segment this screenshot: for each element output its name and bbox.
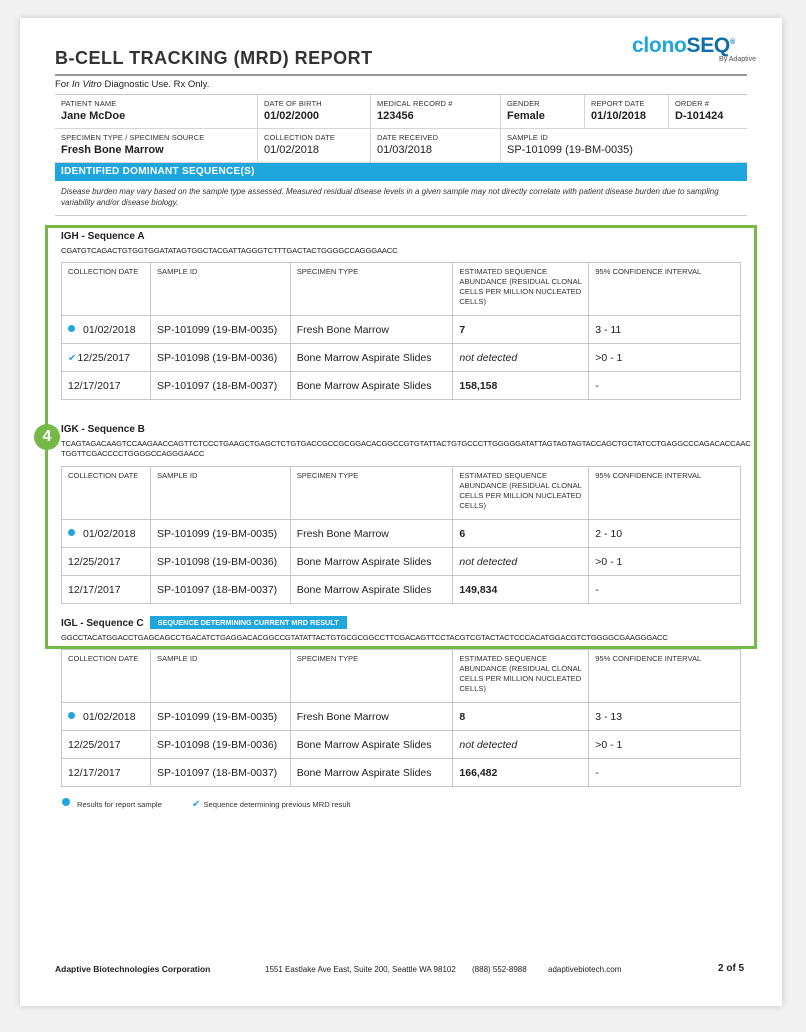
report-sample-dot-icon <box>68 712 75 719</box>
abundance-value: not detected <box>453 344 589 372</box>
patient-name-label: PATIENT NAME <box>61 99 117 108</box>
abundance-value: 7 <box>453 316 589 344</box>
ivd-notice <box>55 79 209 90</box>
col-abundance: ESTIMATED SEQUENCE ABUNDANCE (RESIDUAL CLONAL CELLS PER MILLION NUCLEATED CELLS) <box>453 650 589 703</box>
table-row <box>62 520 741 548</box>
patient-name: Jane McDoe <box>61 110 126 122</box>
legend <box>62 798 350 810</box>
dob-label: DATE OF BIRTH <box>264 99 322 108</box>
dob-value: 01/02/2000 <box>264 110 320 122</box>
specimen-value: Fresh Bone Marrow <box>290 520 453 548</box>
sample-id-value: SP-101098 (19-BM-0036) <box>150 731 290 759</box>
current-mrd-pill: SEQUENCE DETERMINING CURRENT MRD RESULT <box>150 616 347 629</box>
confidence-value: >0 - 1 <box>589 344 741 372</box>
specimen-value: Bone Marrow Aspirate Slides <box>290 548 453 576</box>
specimen-cell <box>55 129 258 163</box>
table-row <box>62 703 741 731</box>
sample-id-value: SP-101099 (19-BM-0035) <box>150 703 290 731</box>
date-cell <box>62 703 151 731</box>
specimen-value: Fresh Bone Marrow <box>290 316 453 344</box>
sample-id-value: SP-101098 (19-BM-0036) <box>150 548 290 576</box>
received-label: DATE RECEIVED <box>377 133 439 142</box>
logo-text: clono <box>632 34 687 57</box>
sample-id-value: SP-101099 (19-BM-0035) <box>150 316 290 344</box>
sample-id-value: SP-101097 (18-BM-0037) <box>150 759 290 787</box>
page-number: 2 of 5 <box>718 963 745 974</box>
table-row <box>62 372 741 400</box>
sample-id-cell <box>501 129 747 163</box>
table-row <box>62 576 741 604</box>
logo-seq-text: SEQ <box>686 34 730 57</box>
received-cell <box>371 129 501 163</box>
sequence-a-title: IGH - Sequence A <box>61 231 145 242</box>
report-page <box>20 18 782 1006</box>
specimen-value: Bone Marrow Aspirate Slides <box>290 344 453 372</box>
sample-id-value: SP-101097 (18-BM-0037) <box>150 372 290 400</box>
table-row <box>62 548 741 576</box>
disclaimer-text: Disease burden may vary based on the sample type assessed. Measured residual disease levels in a given sample may not directly correlate with patient disease burden due to sampling variability and/or disease biology. <box>61 187 719 207</box>
sequence-c-table <box>61 649 741 787</box>
abundance-value: 158,158 <box>453 372 589 400</box>
section-divider <box>55 215 747 216</box>
col-confidence: 95% CONFIDENCE INTERVAL <box>589 263 741 316</box>
specimen-value: Bone Marrow Aspirate Slides <box>290 731 453 759</box>
confidence-value: - <box>589 759 741 787</box>
report-sample-dot-icon <box>68 529 75 536</box>
order-label: ORDER # <box>675 99 710 108</box>
date-cell <box>62 520 151 548</box>
col-sample-id: SAMPLE ID <box>150 650 290 703</box>
legend-previous-mrd: Sequence determining previous MRD result <box>203 800 351 809</box>
sequence-b-text: TCAGTAGACAAGTCCAAGAACCAGTTCTCCCTGAAGCTGAGCTCTGTGACCGCCGCGGACACGGCCGTGTATTACTGTGCCCTTGGGGGATATTAGTAGTAGTACCAGCTGCTATCCTGAGGCCCAGACACCAACTGGTTCGACCCCTGGGGCCAGGGAACC <box>61 439 751 458</box>
abundance-value: not detected <box>453 548 589 576</box>
mrn-label: MEDICAL RECORD # <box>377 99 453 108</box>
specimen-value: Fresh Bone Marrow <box>61 144 164 156</box>
confidence-value: - <box>589 372 741 400</box>
table-row <box>62 759 741 787</box>
date-value: 01/02/2018 <box>83 323 136 336</box>
order-value: D-101424 <box>675 110 724 122</box>
sample-id-value: SP-101098 (19-BM-0036) <box>150 344 290 372</box>
legend-report-sample: Results for report sample <box>77 800 162 809</box>
sequence-c-title: IGL - Sequence C <box>61 618 144 629</box>
specimen-value: Bone Marrow Aspirate Slides <box>290 759 453 787</box>
sequence-b-title: IGK - Sequence B <box>61 424 145 435</box>
specimen-label: SPECIMEN TYPE / SPECIMEN SOURCE <box>61 133 205 142</box>
checkmark-icon: ✔ <box>68 352 77 364</box>
col-specimen-type: SPECIMEN TYPE <box>290 467 453 520</box>
col-collection-date: COLLECTION DATE <box>62 650 151 703</box>
sequence-b-table <box>61 466 741 604</box>
abundance-value: 149,834 <box>453 576 589 604</box>
ivd-italic: In Vitro <box>71 79 102 90</box>
logo-subtitle: By Adaptive <box>719 56 756 63</box>
table-row <box>62 731 741 759</box>
table-header-row <box>62 467 741 520</box>
col-sample-id: SAMPLE ID <box>150 263 290 316</box>
col-sample-id: SAMPLE ID <box>150 467 290 520</box>
report-date-cell <box>585 95 669 129</box>
gender-value: Female <box>507 110 545 122</box>
footer-phone: (888) 552-8988 <box>472 965 527 974</box>
date-value: 01/02/2018 <box>83 527 136 540</box>
specimen-value: Bone Marrow Aspirate Slides <box>290 372 453 400</box>
sample-id-label: SAMPLE ID <box>507 133 548 142</box>
footer-address: 1551 Eastlake Ave East, Suite 200, Seattle WA 98102 <box>265 965 456 974</box>
abundance-value: 166,482 <box>453 759 589 787</box>
sequence-a-text: CGATGTCAGACTGTGGTGGATATAGTGGCTACGATTAGGGTCTTTGACTACTGGGGCCAGGGAACC <box>61 246 398 255</box>
patient-info-grid <box>55 94 747 162</box>
col-confidence: 95% CONFIDENCE INTERVAL <box>589 650 741 703</box>
col-abundance: ESTIMATED SEQUENCE ABUNDANCE (RESIDUAL CLONAL CELLS PER MILLION NUCLEATED CELLS) <box>453 467 589 520</box>
report-title: B-CELL TRACKING (MRD) REPORT <box>55 48 373 68</box>
date-value: 12/25/2017 <box>77 351 130 364</box>
abundance-value: 6 <box>453 520 589 548</box>
sample-id-value: SP-101099 (19-BM-0035) <box>507 144 633 156</box>
mrn-value: 123456 <box>377 110 414 122</box>
ivd-prefix: For <box>55 79 72 90</box>
collection-value: 01/02/2018 <box>264 144 320 156</box>
date-value: 12/17/2017 <box>62 576 151 604</box>
confidence-value: 3 - 13 <box>589 703 741 731</box>
footer-website[interactable]: adaptivebiotech.com <box>548 965 622 974</box>
mrn-cell <box>371 95 501 129</box>
sequence-c-heading <box>61 616 347 629</box>
received-value: 01/03/2018 <box>377 144 433 156</box>
dob-cell <box>258 95 371 129</box>
table-row <box>62 344 741 372</box>
report-date-value: 01/10/2018 <box>591 110 647 122</box>
date-value: 01/02/2018 <box>83 710 136 723</box>
confidence-value: >0 - 1 <box>589 548 741 576</box>
collection-cell <box>258 129 371 163</box>
confidence-value: - <box>589 576 741 604</box>
sample-id-value: SP-101097 (18-BM-0037) <box>150 576 290 604</box>
checkmark-icon: ✔ <box>191 799 201 810</box>
abundance-value: 8 <box>453 703 589 731</box>
patient-name-cell <box>55 95 258 129</box>
section-banner: IDENTIFIED DOMINANT SEQUENCE(S) <box>55 163 747 181</box>
logo-registered: ® <box>729 39 735 46</box>
gender-label: GENDER <box>507 99 540 108</box>
col-collection-date: COLLECTION DATE <box>62 467 151 520</box>
col-abundance: ESTIMATED SEQUENCE ABUNDANCE (RESIDUAL CLONAL CELLS PER MILLION NUCLEATED CELLS) <box>453 263 589 316</box>
header-divider <box>55 74 747 76</box>
specimen-value: Bone Marrow Aspirate Slides <box>290 576 453 604</box>
date-value: 12/17/2017 <box>62 759 151 787</box>
date-cell <box>62 344 151 372</box>
col-specimen-type: SPECIMEN TYPE <box>290 263 453 316</box>
collection-label: COLLECTION DATE <box>264 133 335 142</box>
report-date-label: REPORT DATE <box>591 99 645 108</box>
confidence-value: 3 - 11 <box>589 316 741 344</box>
sequence-a-table <box>61 262 741 400</box>
col-specimen-type: SPECIMEN TYPE <box>290 650 453 703</box>
table-header-row <box>62 650 741 703</box>
report-sample-dot-icon <box>62 798 70 806</box>
table-row <box>62 316 741 344</box>
date-value: 12/17/2017 <box>62 372 151 400</box>
confidence-value: >0 - 1 <box>589 731 741 759</box>
table-header-row <box>62 263 741 316</box>
date-value: 12/25/2017 <box>62 548 151 576</box>
confidence-value: 2 - 10 <box>589 520 741 548</box>
sample-id-value: SP-101099 (19-BM-0035) <box>150 520 290 548</box>
abundance-value: not detected <box>453 731 589 759</box>
order-cell <box>669 95 747 129</box>
clonoseq-logo <box>632 34 762 63</box>
footer-company: Adaptive Biotechnologies Corporation <box>55 964 211 974</box>
date-value: 12/25/2017 <box>62 731 151 759</box>
sequence-c-text: GGCCTACATGGACCTGAGCAGCCTGACATCTGAGGACACGGCCGTATATTACTGTGCGCGGCCTTCGACAGTTCCTACGTCGTACTACTCCCACATGGACGTCTGGGGCGAAGGGACC <box>61 633 668 642</box>
col-collection-date: COLLECTION DATE <box>62 263 151 316</box>
gender-cell <box>501 95 585 129</box>
specimen-value: Fresh Bone Marrow <box>290 703 453 731</box>
date-cell <box>62 316 151 344</box>
callout-badge: 4 <box>34 424 60 450</box>
col-confidence: 95% CONFIDENCE INTERVAL <box>589 467 741 520</box>
ivd-suffix: Diagnostic Use. Rx Only. <box>101 79 210 90</box>
report-sample-dot-icon <box>68 325 75 332</box>
